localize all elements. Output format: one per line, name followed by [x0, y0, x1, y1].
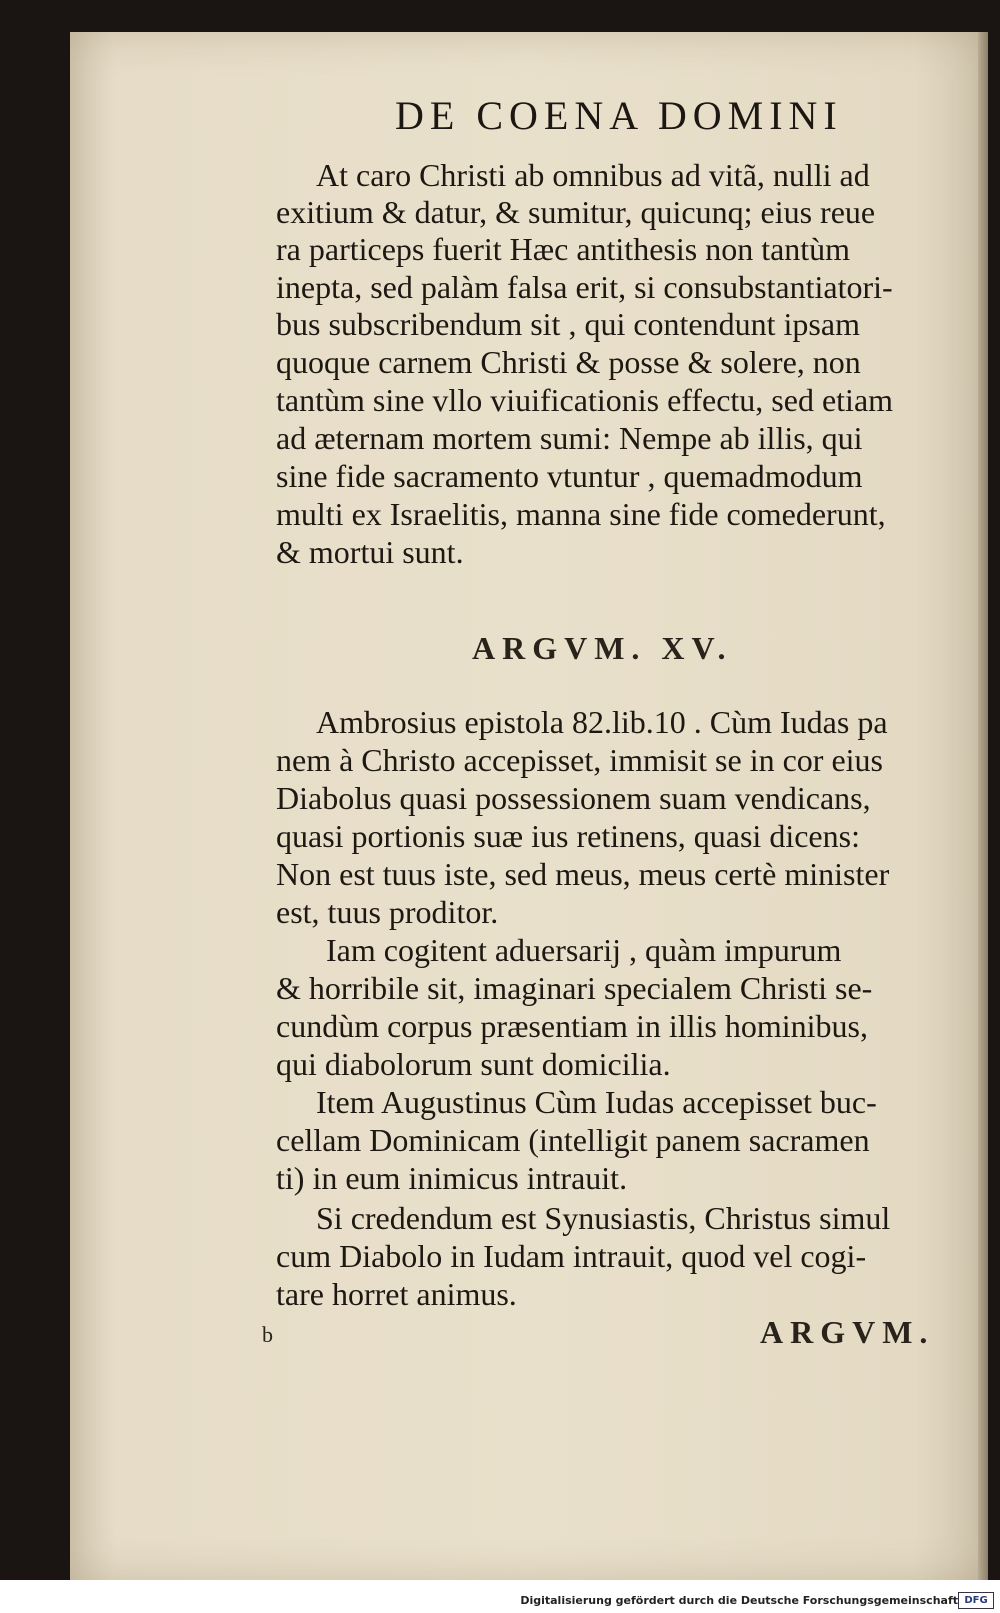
text-line: cundùm corpus præsentiam in illis hominibus,	[276, 1008, 868, 1044]
text-line: Si credendum est Synusiastis, Christus simul	[316, 1200, 891, 1236]
text-line: quasi portionis suæ ius retinens, quasi dicens:	[276, 818, 860, 854]
dfg-logo-icon: DFG	[958, 1592, 994, 1609]
text-line: qui diabolorum sunt domicilia.	[276, 1046, 671, 1082]
page-edge	[978, 32, 988, 1580]
text-line: sine fide sacramento vtuntur , quemadmodum	[276, 458, 863, 494]
text-line: & horribile sit, imaginari specialem Christi se-	[276, 970, 873, 1006]
text-line: ad æternam mortem sumi: Nempe ab illis, qui	[276, 420, 863, 456]
text-line: bus subscribendum sit , qui contendunt ipsam	[276, 306, 860, 342]
text-line: cum Diabolo in Iudam intrauit, quod vel cogi-	[276, 1238, 867, 1274]
text-line: est, tuus proditor.	[276, 894, 499, 930]
text-line: & mortui sunt.	[276, 534, 464, 570]
text-line: tare horret animus.	[276, 1276, 517, 1312]
text-line: Non est tuus iste, sed meus, meus certè minister	[276, 856, 890, 892]
footer-credit: Digitalisierung gefördert durch die Deutsche Forschungsgemeinschaft	[520, 1594, 958, 1607]
text-line: tantùm sine vllo viuificationis effectu, sed etiam	[276, 382, 894, 418]
text-line: inepta, sed palàm falsa erit, si consubstantiatori-	[276, 269, 893, 305]
text-line: cellam Dominicam (intelligit panem sacramen	[276, 1122, 870, 1158]
text-line: exitium & datur, & sumitur, quicunq; eius reue	[276, 194, 876, 230]
catchword: ARGVM.	[760, 1314, 935, 1350]
text-line: Iam cogitent aduersarij , quàm impurum	[326, 932, 842, 968]
text-line: ti) in eum inimicus intrauit.	[276, 1160, 628, 1196]
section-heading: ARGVM. XV.	[472, 630, 733, 666]
text-line: Diabolus quasi possessionem suam vendicans,	[276, 780, 871, 816]
text-line: nem à Christo accepisset, immisit se in cor eius	[276, 742, 883, 778]
text-line: At caro Christi ab omnibus ad vitã, nulli ad	[316, 157, 870, 193]
text-line: quoque carnem Christi & posse & solere, non	[276, 344, 861, 380]
running-header: DE COENA DOMINI	[395, 93, 843, 138]
text-line: Item Augustinus Cùm Iudas accepisset buc-	[316, 1084, 877, 1120]
text-line: Ambrosius epistola 82.lib.10 . Cùm Iudas pa	[316, 704, 888, 740]
signature-mark: b	[262, 1322, 273, 1347]
text-line: ra particeps fuerit Hæc antithesis non tantùm	[276, 231, 851, 267]
text-line: multi ex Israelitis, manna sine fide comederunt,	[276, 496, 886, 532]
